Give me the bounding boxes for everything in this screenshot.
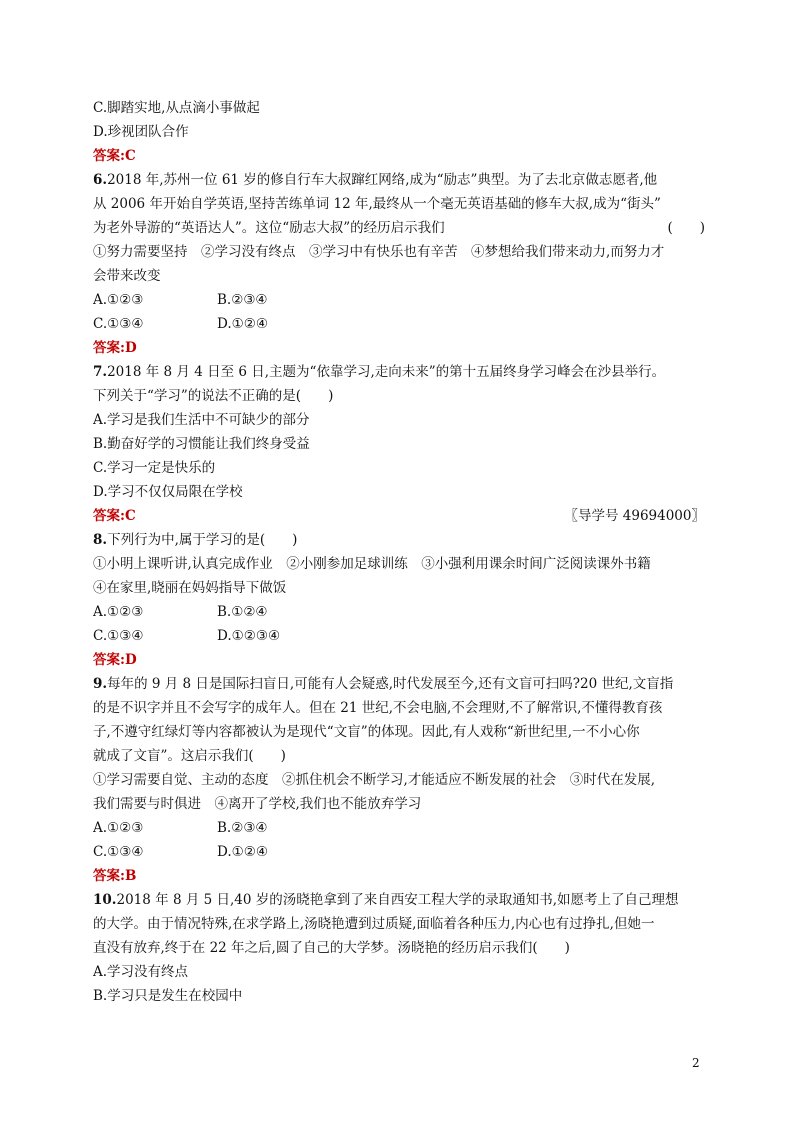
q5-answer [93,144,705,168]
answer-label: 答案: [93,340,125,356]
q9-stem-line-1 [93,672,705,696]
q6-options-cd [93,312,705,336]
option-d: D.①②③④ [217,628,281,644]
q9-answer [93,864,705,888]
q9-statements-line-2: 我们需要与时俱进 ④离开了学校,我们也不能放弃学习 [93,796,422,812]
option-d: D.①②④ [217,316,268,332]
answer-label: 答案: [93,508,125,524]
q8-options-ab [93,600,705,624]
answer-label: 答案: [93,868,125,884]
q6-statements-line-2: 会带来改变 [93,268,161,284]
page-content [93,96,705,1008]
option-c: C.①③④ [93,316,144,332]
q9-stem-line-4: 就成了文盲”。这启示我们( ) [93,748,286,764]
q7-stem-line-2: 下列关于“学习”的说法不正确的是( ) [93,388,334,404]
q6-stem-line-1 [93,168,705,192]
q9-statements-line-1: ①学习需要自觉、主动的态度 ②抓住机会不断学习,才能适应不断发展的社会 ③时代在发展, [93,772,656,788]
q7-option-b: B.勤奋好学的习惯能让我们终身受益 [93,436,310,452]
answer-label: 答案: [93,652,125,668]
q6-stem-line-2: 从 2006 年开始自学英语,坚持苦练单词 12 年,最终从一个毫无英语基础的修车大叔,成为“街头” [93,196,661,212]
q9-stem-line-3: 子,不遵守红绿灯等内容都被认为是现代“文盲”的体现。因此,有人戏称“新世纪里,一不小心你 [93,724,640,740]
option-d: D.①②④ [217,844,268,860]
option-b: B.②③④ [217,292,268,308]
q7-text: 2018 年 8 月 4 日至 6 日,主题为“依靠学习,走向未来”的第十五届终身学习峰会在沙县举行。 [107,364,666,380]
q8-answer [93,648,705,672]
q5-option-d: D.珍视团队合作 [93,124,189,140]
question-number: 9. [93,676,108,692]
q8-statements-line-2: ④在家里,晓丽在妈妈指导下做饭 [93,580,287,596]
q6-text: 2018 年,苏州一位 61 岁的修自行车大叔蹿红网络,成为“励志”典型。为了去北京做志愿者,他 [107,172,658,188]
q10-text: 2018 年 8 月 5 日,40 岁的汤晓艳拿到了来自西安工程大学的录取通知书,如愿考上了自己理想 [116,892,679,908]
q6-answer [93,336,705,360]
q8-statements-line-1: ①小明上课听讲,认真完成作业 ②小刚参加足球训练 ③小强利用课余时间广泛阅读课外书籍 [93,556,651,572]
answer-value: D [124,340,137,356]
q6-stem-line-3 [93,216,705,240]
question-number: 7. [93,364,108,380]
q10-stem-line-1 [93,888,705,912]
q10-option-b: B.学习只是发生在校园中 [93,988,243,1004]
question-number: 8. [93,532,108,548]
option-c: C.①③④ [93,628,144,644]
option-a: A.①②③ [93,604,144,620]
q9-text: 每年的 9 月 8 日是国际扫盲日,可能有人会疑惑,时代发展至今,还有文盲可扫吗?20 世纪,文盲指 [107,676,674,692]
answer-blank: ( ) [667,220,705,236]
q9-options-cd [93,840,705,864]
q10-option-a: A.学习没有终点 [93,964,189,980]
q9-stem-line-2: 的是不识字并且不会写字的成年人。但在 21 世纪,不会电脑,不会理财,不了解常识,不懂得教育孩 [93,700,663,716]
answer-value: B [124,868,137,884]
q7-option-a: A.学习是我们生活中不可缺少的部分 [93,412,310,428]
q8-stem [93,528,705,552]
answer-value: C [124,508,136,524]
q8-options-cd [93,624,705,648]
answer-value: C [124,148,136,164]
q7-answer [93,504,705,528]
q5-option-c: C.脚踏实地,从点滴小事做起 [93,100,260,116]
q7-stem-line-1 [93,360,705,384]
answer-value: D [124,652,137,668]
q6-statements-line-1: ①努力需要坚持 ②学习没有终点 ③学习中有快乐也有辛苦 ④梦想给我们带来动力,而努力才 [93,244,665,260]
option-a: A.①②③ [93,292,144,308]
page-number: 2 [692,1056,700,1070]
question-number: 10. [93,892,117,908]
q7-option-c: C.学习一定是快乐的 [93,460,216,476]
option-b: B.①②④ [217,604,268,620]
q10-stem-line-3: 直没有放弃,终于在 22 年之后,圆了自己的大学梦。汤晓艳的经历启示我们( ) [93,940,570,956]
option-b: B.②③④ [217,820,268,836]
q6-text: 为老外导游的“英语达人”。这位“励志大叔”的经历启示我们 [93,220,445,236]
guide-reference-number: 〖导学号 49694000〗 [564,508,705,524]
q9-options-ab [93,816,705,840]
option-c: C.①③④ [93,844,144,860]
q10-stem-line-2: 的大学。由于情况特殊,在求学路上,汤晓艳遭到过质疑,面临着各种压力,内心也有过挣扎,但她一 [93,916,655,932]
option-a: A.①②③ [93,820,144,836]
q7-option-d: D.学习不仅仅局限在学校 [93,484,243,500]
q8-text: 下列行为中,属于学习的是( ) [107,532,298,548]
q6-options-ab [93,288,705,312]
question-number: 6. [93,172,108,188]
answer-label: 答案: [93,148,125,164]
